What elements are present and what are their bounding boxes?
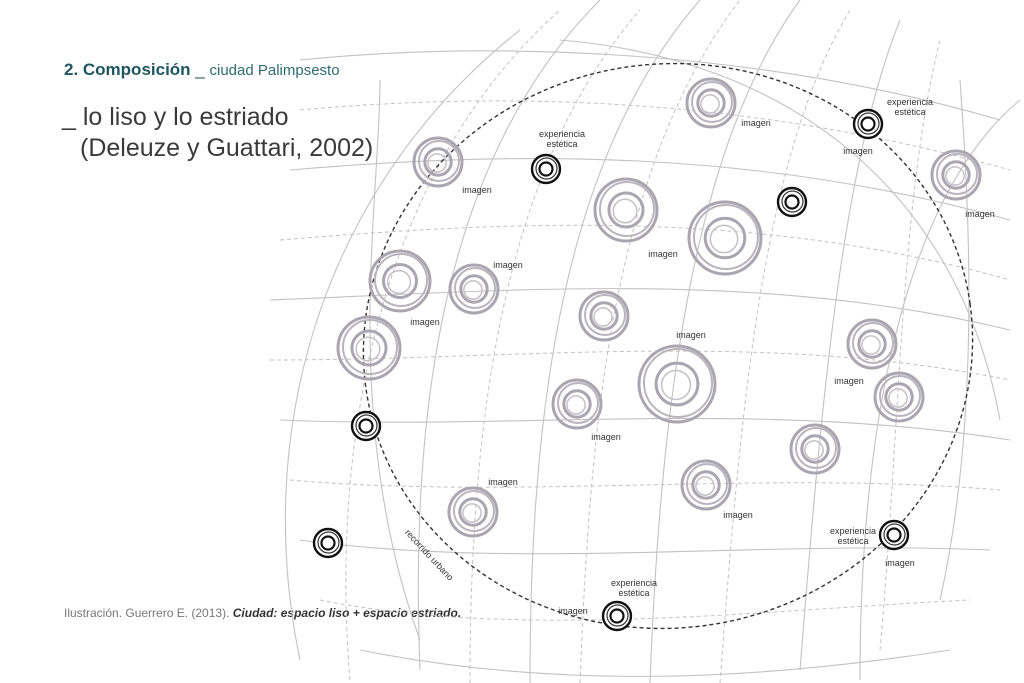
grid-line <box>320 600 970 620</box>
experience-node <box>778 188 806 216</box>
aesthetic-label: estética <box>837 536 869 546</box>
experience-node <box>880 521 908 549</box>
experience-node <box>603 602 631 630</box>
image-node <box>370 251 430 311</box>
image-label: imagen <box>723 510 753 520</box>
heading-line-2: (Deleuze y Guattari, 2002) <box>80 134 374 162</box>
heading-line-1: _ lo liso y lo estriado <box>62 103 289 131</box>
image-node <box>338 317 400 379</box>
image-node <box>450 265 498 313</box>
aesthetic-label: estética <box>618 588 650 598</box>
experience-label: experiencia <box>829 526 877 536</box>
caption-prefix: Ilustración. Guerrero E. (2013). <box>64 606 233 620</box>
experience-label: experiencia <box>610 578 658 588</box>
image-label: imagen <box>676 330 706 340</box>
grid-line <box>290 480 1000 490</box>
image-label: imagen <box>648 249 678 259</box>
image-label: imagen <box>410 317 440 327</box>
image-node <box>791 425 839 473</box>
image-node <box>595 179 657 241</box>
experience-label: experiencia <box>886 97 934 107</box>
image-node <box>687 79 735 127</box>
image-label: imagen <box>965 209 995 219</box>
image-node <box>414 138 462 186</box>
aesthetic-label: estética <box>894 107 926 117</box>
image-node <box>580 292 628 340</box>
image-label: imagen <box>493 260 523 270</box>
title-separator: _ <box>190 60 210 79</box>
image-node <box>689 202 761 274</box>
image-node <box>848 320 896 368</box>
image-node <box>682 461 730 509</box>
image-label: imagen <box>843 146 873 156</box>
grid-line <box>860 100 1020 680</box>
grid-line <box>560 40 1000 420</box>
image-node <box>449 488 497 536</box>
image-label: imagen <box>558 606 588 616</box>
image-node <box>932 151 980 199</box>
image-node <box>553 380 601 428</box>
experience-node <box>854 110 882 138</box>
urban-route-label: recorrido urbano <box>403 527 456 583</box>
image-label: imagen <box>462 185 492 195</box>
grid-line <box>360 650 950 676</box>
image-label: imagen <box>741 118 771 128</box>
section-number-title: 2. Composición <box>64 60 191 79</box>
caption-title: Ciudad: espacio liso + espacio estriado. <box>232 606 462 620</box>
aesthetic-label: estética <box>546 139 578 149</box>
image-label: imagen <box>885 558 915 568</box>
section-subtitle: ciudad Palimpsesto <box>209 62 340 79</box>
image-label: imagen <box>591 432 621 442</box>
experience-node <box>314 529 342 557</box>
experience-label: experiencia <box>538 129 586 139</box>
image-label: imagen <box>488 477 518 487</box>
image-node <box>639 346 715 422</box>
experience-node <box>532 155 560 183</box>
experience-node <box>352 412 380 440</box>
grid-line <box>346 10 560 680</box>
image-label: imagen <box>834 376 864 386</box>
